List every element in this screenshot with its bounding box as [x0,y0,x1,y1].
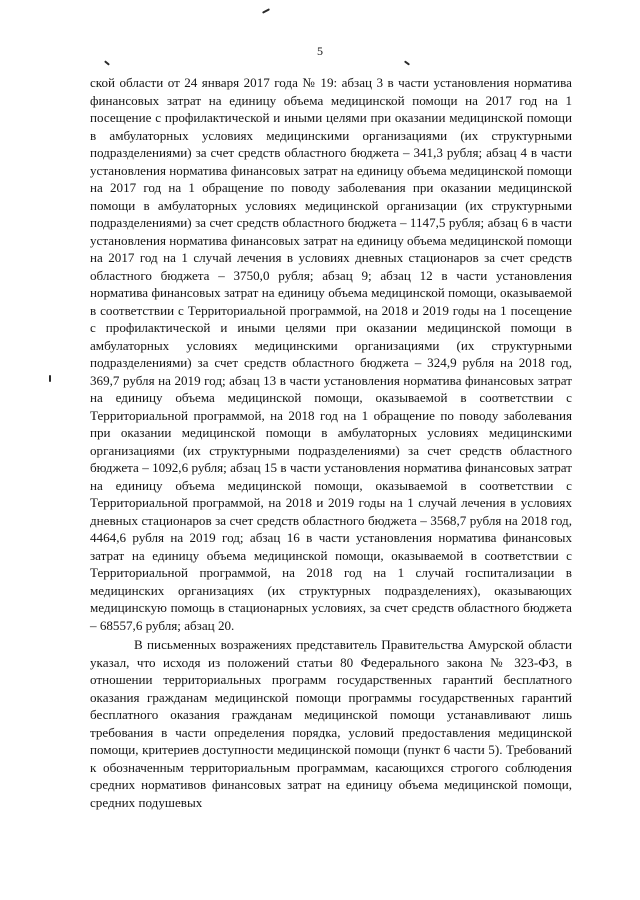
page-number: 5 [317,44,323,58]
scan-mark-left [104,60,110,65]
scan-mark-margin [49,375,51,382]
scan-mark-right [404,60,410,65]
paragraph-objections: В письменных возражениях представитель Правительства Амурской области указал, что исходя из положений статьи 80 Федерального закона № 323-ФЗ, в отношении территориальных программ государственных гарантий бесплатного оказания гражданам медицинской помощи программы государственных гарантий бесплатного оказания гражданам медицинской помощи устанавливают лишь требования в части определения порядка, условий предоставления медицинской помощи, критериев доступности медицинской помощи (пункт 6 части 5). Требований к обозначенным территориальным программам, касающихся строгого соблюдения средних нормативов финансовых затрат на единицу объема медицинской помощи, средних подушевых [90,637,572,810]
scan-mark-top [262,8,270,14]
document-body [90,74,572,811]
paragraph-continuation: ской области от 24 января 2017 года № 19: абзац 3 в части установления норматива финансовых затрат на единицу объема медицинской помощи на 2017 год на 1 посещение с профилактической и иными целями при оказании медицинской помощи в амбулаторных условиях медицинскими организациями (их структурными подразделениями) за счет средств областного бюджета – 341,3 рубля; абзац 4 в части установления норматива финансовых затрат на единицу объема медицинской помощи на 2017 год на 1 обращение по поводу заболевания при оказании медицинской помощи в амбулаторных условиях медицинской организации (их структурными подразделениями) за счет средств областного бюджета – 1147,5 рубля; абзац 6 в части установления норматива финансовых затрат на единицу объема медицинской помощи на 2017 год на 1 случай лечения в условиях дневных стационаров за счет средств областного бюджета – 3750,0 рубля; абзац 9; абзац 12 в части установления норматива финансовых затрат на единицу объема медицинской помощи, оказываемой в соответствии с Территориальной программой, на 2018 и 2019 годы на 1 посещение с профилактической и иными целями при оказании медицинской помощи в амбулаторных условиях медицинскими организациями (их структурными подразделениями) за счет средств областного бюджета – 324,9 рубля на 2018 год, 369,7 рубля на 2019 год; абзац 13 в части установления норматива финансовых затрат на единицу объема медицинской помощи, оказываемой в соответствии с Территориальной программой, на 2018 год на 1 обращение по поводу заболевания при оказании медицинской помощи в амбулаторных условиях медицинскими организациями (их структурными подразделениями) за счет средств областного бюджета – 1092,6 рубля; абзац 15 в части установления норматива финансовых затрат на единицу объема медицинской помощи, оказываемой в соответствии с Территориальной программой, на 2018 и 2019 годы на 1 случай лечения в условиях дневных стационаров за счет средств областного бюджета – 3568,7 рубля на 2018 год, 4464,6 рубля на 2019 год; абзац 16 в части установления норматива финансовых затрат на единицу объема медицинской помощи, оказываемой в соответствии с Территориальной программой, на 2018 год на 1 случай госпитализации в медицинских организациях (их структурных подразделениях), оказывающих медицинскую помощь в стационарных условиях, за счет средств областного бюджета – 68557,6 рубля; абзац 20. [90,75,572,633]
